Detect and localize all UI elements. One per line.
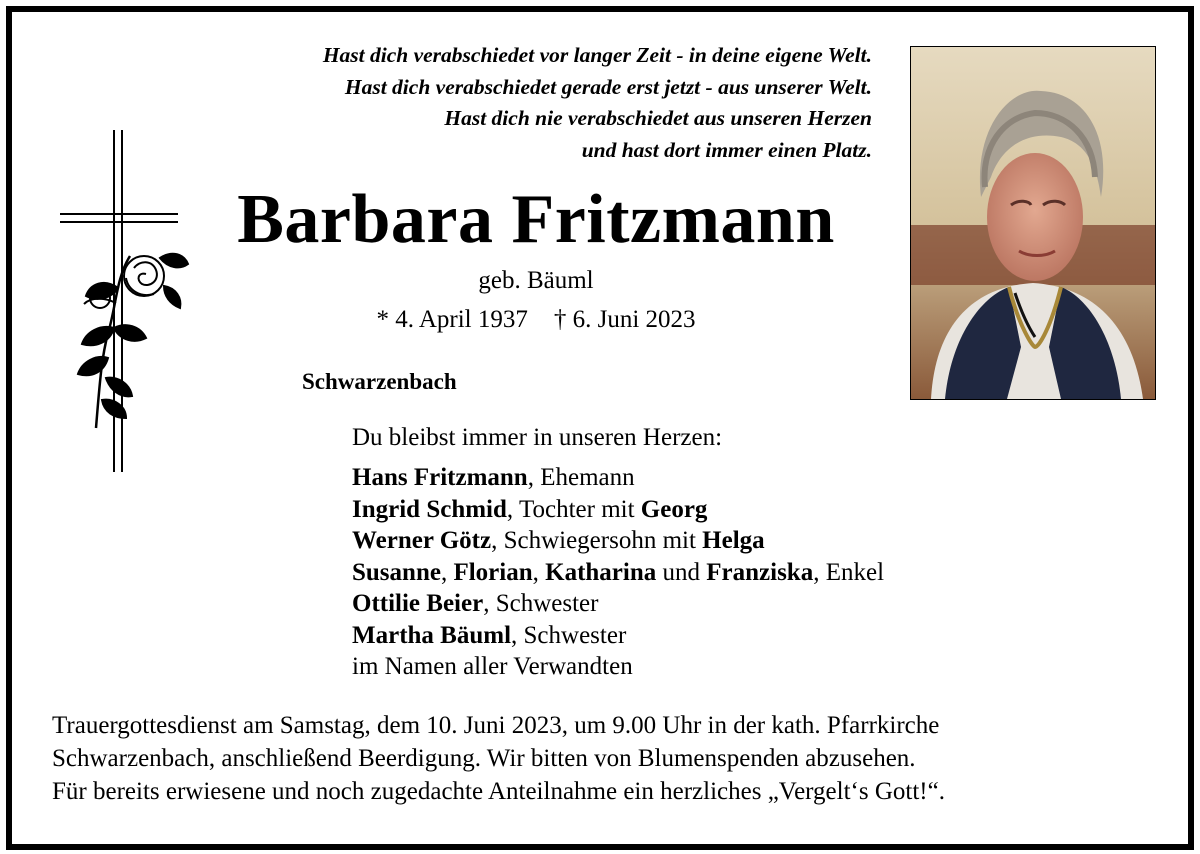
poem-line: Hast dich nie verabschiedet aus unseren Herzen: [444, 106, 872, 130]
memorial-poem: [323, 40, 872, 166]
service-line: Für bereits erwiesene und noch zugedachte Anteilnahme ein herzliches „Vergelt‘s Gott!“.: [52, 778, 945, 805]
mourner-name: Florian: [453, 558, 533, 586]
deceased-name: Barbara Fritzmann: [237, 181, 835, 258]
mourner-line: [352, 494, 884, 526]
mourner-name: Katharina: [545, 558, 657, 586]
death-date: † 6. Juni 2023: [553, 306, 696, 333]
double-line-cross-icon: [60, 130, 178, 472]
mourner-line: [352, 620, 884, 652]
mourner-name: Werner Götz: [352, 527, 492, 554]
mourner-name: Susanne: [352, 558, 441, 586]
mourner-name: Martha Bäuml: [352, 621, 512, 649]
life-dates: [206, 303, 866, 337]
mourner-name: Helga: [702, 527, 765, 554]
mourner-line: [352, 588, 884, 620]
mourner-relation: , Schwiegersohn mit: [491, 527, 703, 554]
mourner-name: Ottilie Beier: [352, 590, 484, 617]
birth-name: geb. Bäuml: [478, 267, 594, 294]
rose-icon: [78, 254, 188, 428]
birth-date: * 4. April 1937: [376, 306, 528, 333]
mourner-relation: , Schwester: [483, 590, 599, 617]
mourner-name: Franziska: [706, 558, 814, 586]
hometown: Schwarzenbach: [302, 369, 457, 394]
poem-line: und hast dort immer einen Platz.: [581, 137, 872, 162]
mourner-relation: im Namen aller Verwandten: [352, 653, 633, 680]
mourner-relation: , Enkel: [813, 558, 885, 586]
poem-line: Hast dich verabschiedet gerade erst jetzt - aus unserer Welt.: [344, 74, 872, 99]
mourners-list: [352, 462, 884, 683]
mourner-relation: , Ehemann: [527, 464, 635, 491]
poem-line: Hast dich verabschiedet vor langer Zeit - in deine eigene Welt.: [322, 43, 872, 67]
mourner-relation: , Schwester: [511, 621, 627, 649]
mourners-intro: Du bleibst immer in unseren Herzen:: [352, 424, 723, 451]
mourner-relation: ,: [440, 558, 454, 586]
mourner-name: Ingrid Schmid: [352, 495, 507, 523]
mourner-line: [352, 651, 884, 683]
mourner-relation: und: [656, 558, 707, 586]
mourner-name: Georg: [640, 495, 708, 523]
cross-with-rose-icon: [56, 128, 192, 476]
service-line: Schwarzenbach, anschließend Beerdigung. Wir bitten von Blumenspenden abzusehen.: [52, 745, 916, 772]
mourner-name: Hans Fritzmann: [352, 464, 528, 491]
portrait-image: [911, 47, 1155, 399]
service-line: Trauergottesdienst am Samstag, dem 10. Juni 2023, um 9.00 Uhr in der kath. Pfarrkirche: [52, 712, 940, 739]
mourner-relation: , Tochter mit: [506, 495, 641, 523]
mourner-line: [352, 557, 884, 589]
service-info: [52, 709, 945, 808]
portrait-photo: [910, 46, 1156, 400]
mourner-relation: ,: [532, 558, 546, 586]
mourner-line: [352, 462, 884, 494]
mourner-line: [352, 525, 884, 557]
